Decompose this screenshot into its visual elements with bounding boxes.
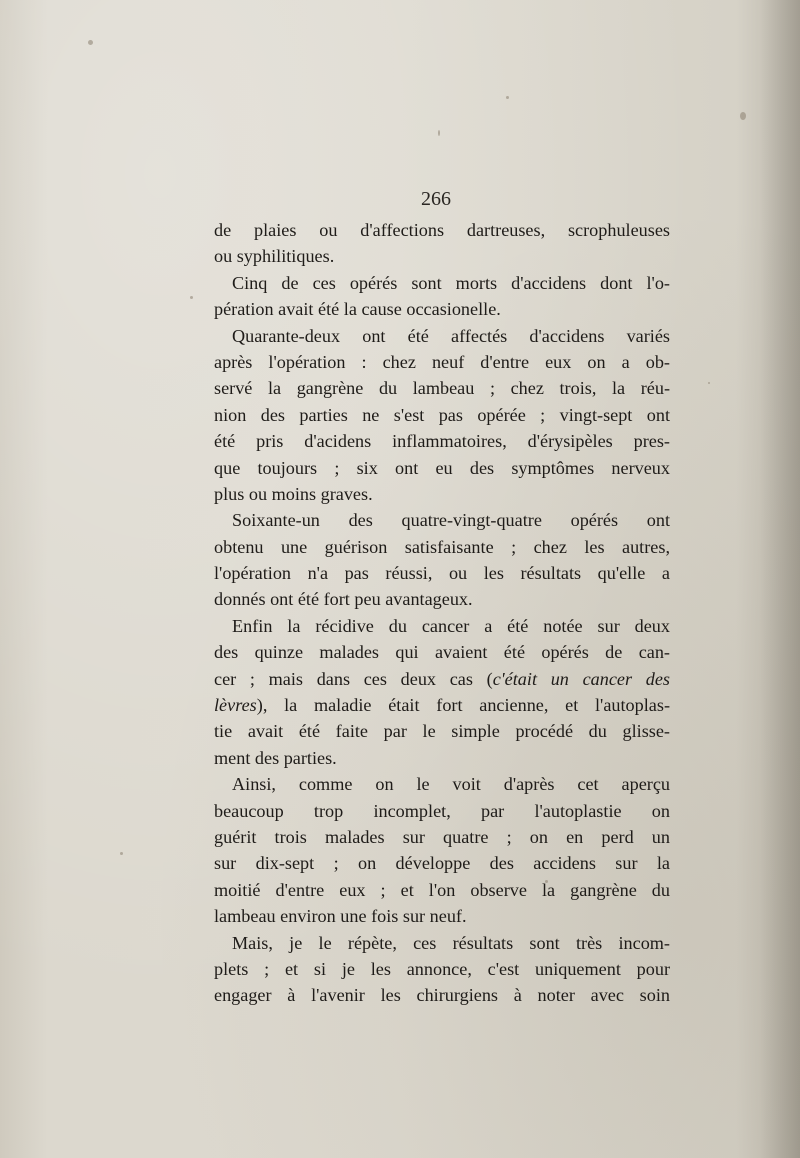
text-segment: ), la maladie était fort ancienne, et l'autoplas- — [256, 695, 670, 716]
text-line: pération avait été la cause occasionelle. — [214, 299, 501, 320]
text-line: été pris d'acidens inflammatoires, d'érysipèles pres- — [214, 431, 670, 452]
text-line: guérit trois malades sur quatre ; on en perd un — [214, 826, 670, 847]
paper-speck — [708, 382, 710, 384]
text-line: que toujours ; six ont eu des symptômes nerveux — [214, 457, 670, 478]
text-line: de plaies ou d'affections dartreuses, scrophuleuses — [214, 220, 670, 240]
text-line: servé la gangrène du lambeau ; chez trois, la réu- — [214, 378, 670, 399]
text-line: des quinze malades qui avaient été opérés de can- — [214, 642, 670, 663]
text-line: Mais, je le répète, ces résultats sont très incom- — [232, 932, 670, 953]
paper-speck — [740, 112, 746, 120]
text-line-with-italic — [214, 692, 670, 718]
italic-segment: lèvres — [214, 695, 257, 716]
text-line: moitié d'entre eux ; et l'on observe la gangrène du — [214, 879, 670, 900]
text-line: obtenu une guérison satisfaisante ; chez les autres, — [214, 536, 670, 557]
body-text — [214, 217, 670, 1009]
text-line: Quarante-deux ont été affectés d'accidens variés — [232, 325, 670, 346]
text-line: tie avait été faite par le simple procédé du glisse- — [214, 721, 670, 742]
text-line: nion des parties ne s'est pas opérée ; vingt-sept ont — [214, 404, 670, 425]
text-line: plus ou moins graves. — [214, 483, 373, 504]
text-line-with-italic — [214, 666, 670, 692]
text-line: après l'opération : chez neuf d'entre eux on a ob- — [214, 351, 670, 372]
text-line: ou syphilitiques. — [214, 246, 335, 267]
text-line: beaucoup trop incomplet, par l'autoplastie on — [214, 800, 670, 821]
text-line: Cinq de ces opérés sont morts d'accidens dont l'o- — [232, 272, 670, 293]
paper-speck — [506, 96, 509, 99]
text-line: l'opération n'a pas réussi, ou les résultats qu'elle a — [214, 563, 670, 584]
text-line: plets ; et si je les annonce, c'est uniquement pour — [214, 958, 670, 979]
text-line: ment des parties. — [214, 747, 337, 768]
text-line: Soixante-un des quatre-vingt-quatre opérés ont — [232, 510, 670, 531]
text-line: Enfin la récidive du cancer a été notée sur deux — [232, 615, 670, 636]
text-segment: cer ; mais dans ces deux cas ( — [214, 668, 493, 689]
text-line: sur dix-sept ; on développe des accidens sur la — [214, 853, 670, 874]
italic-segment: c'était un cancer des — [492, 668, 671, 689]
page-number: 266 — [421, 188, 451, 210]
text-line: engager à l'avenir les chirurgiens à noter avec soin — [214, 985, 670, 1006]
paper-speck — [120, 852, 123, 855]
text-line: lambeau environ une fois sur neuf. — [214, 906, 467, 927]
paper-speck — [438, 130, 440, 136]
text-line: Ainsi, comme on le voit d'après cet aperçu — [232, 774, 670, 795]
paper-speck — [88, 40, 93, 45]
paper-speck — [190, 296, 193, 299]
text-line: donnés ont été fort peu avantageux. — [214, 589, 473, 610]
page-edge-shadow — [760, 0, 800, 1158]
